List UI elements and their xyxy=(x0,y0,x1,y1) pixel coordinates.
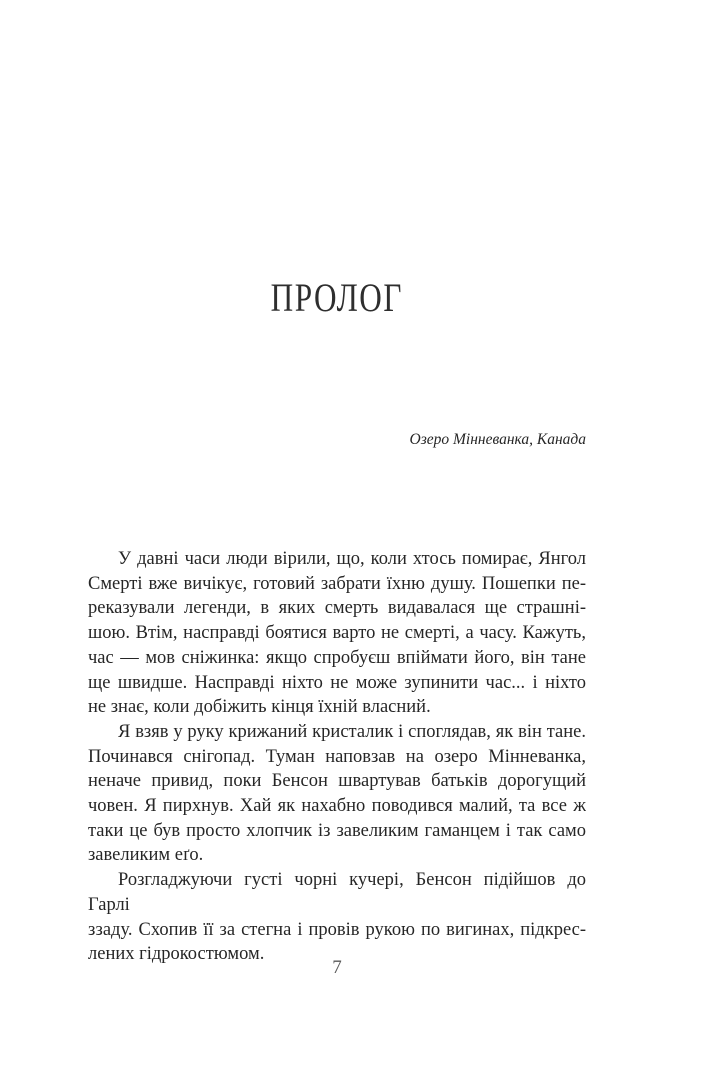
text-line: час — мов сніжинка: якщо спробуєш впіймати його, він тане xyxy=(88,647,586,668)
text-line: човен. Я пирхнув. Хай як нахабно поводився малий, та все ж xyxy=(88,796,586,817)
page-number: 7 xyxy=(332,957,342,978)
text-line: неначе привид, поки Бенсон швартував батьків дорогущий xyxy=(88,771,586,792)
text-line: Починався снігопад. Туман наповзав на озеро Мінневанка, xyxy=(88,746,586,767)
body-text xyxy=(88,547,586,967)
text-line: реказували легенди, в яких смерть видавалася ще страшні- xyxy=(88,598,586,619)
text-line: шою. Втім, насправді боятися варто не смерті, а часу. Кажуть, xyxy=(88,623,586,644)
text-line: У давні часи люди вірили, що, коли хтось помирає, Янгол xyxy=(118,549,586,569)
text-line: завеликим еґо. xyxy=(88,845,204,866)
text-line: Я взяв у руку крижаний кристалик і споглядав, як він тане. xyxy=(118,721,586,742)
text-line: ззаду. Схопив її за стегна і провів рукою по вигинах, підкрес- xyxy=(88,919,586,940)
text-line: Смерті вже вичікує, готовий забрати їхню душу. Пошепки пе- xyxy=(88,573,586,594)
text-line: ще швидше. Насправді ніхто не може зупинити час... і ніхто xyxy=(88,672,586,693)
text-line: не знає, коли добіжить кінця їхній власний. xyxy=(88,697,431,718)
text-line: таки це був просто хлопчик із завеликим гаманцем і так само xyxy=(88,820,586,841)
paragraph xyxy=(88,868,586,967)
text-line: лених гідрокостюмом. xyxy=(88,944,265,965)
chapter-title xyxy=(88,277,586,319)
text-line: Розгладжуючи густі чорні кучері, Бенсон підійшов до Гарлі xyxy=(88,870,586,915)
paragraph xyxy=(88,547,586,720)
chapter-title-text: ПРОЛОГ xyxy=(270,275,404,320)
paragraph xyxy=(88,720,586,868)
dateline: Озеро Мінневанка, Канада xyxy=(409,431,586,448)
